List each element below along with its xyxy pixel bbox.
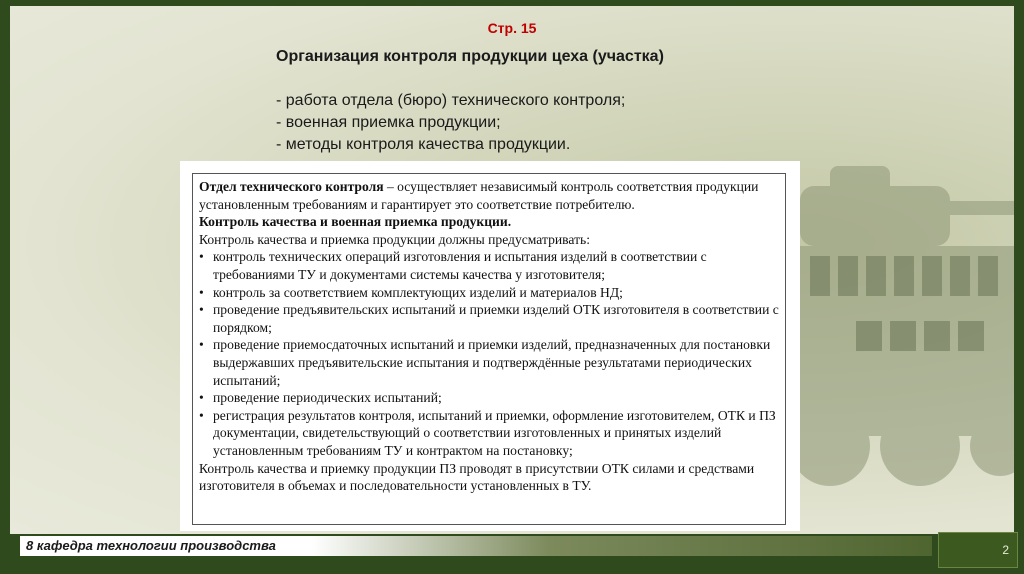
document-lead-term: Отдел технического контроля [199,179,384,194]
document-closing: Контроль качества и приемку продукции ПЗ проводят в присутствии ОТК силами и средствами изготовителя в объемах и последовательности установленных в ТУ. [199,460,755,494]
topic-item: - методы контроля качества продукции. [276,136,571,153]
page-label: Стр. 15 [487,20,537,36]
document-frame [192,173,786,525]
document-item: • проведение периодических испытаний; [199,389,779,407]
document-lead [199,178,779,213]
footer-department: 8 кафедра технологии производства [20,536,932,556]
slide-number: 2 [938,532,1018,568]
document-item: • контроль технических операций изготовления и испытания изделий в соответствии с требованиями ТУ и документами системы качества у изготовителя; [199,248,779,283]
slide [10,6,1014,534]
document-item: • проведение предъявительских испытаний и приемки изделий ОТК изготовителя в соответствии с порядком; [199,301,779,336]
document-intro: Контроль качества и приемка продукции должны предусматривать: [199,231,591,247]
document-scan [180,161,800,531]
document-item-list [199,248,779,459]
document-subheading: Контроль качества и военная приемка продукции. [199,214,512,230]
tank-illustration [770,146,1014,534]
topic-list [276,90,625,156]
slide-title: Организация контроля продукции цеха (участка) [276,48,664,65]
topic-item: - военная приемка продукции; [276,114,501,131]
document-lead-text: – осуществляет независимый контроль соответствия продукции установленным требованиям и гарантирует это соответствие потребителю. [199,179,759,212]
topic-item: - работа отдела (бюро) технического контроля; [276,92,626,109]
document-item: • проведение приемосдаточных испытаний и приемки изделий, предназначенных для постановки выдержавших предъявительские испытания и подтверждённые результатами периодических испытаний; [199,336,779,389]
document-item: • регистрация результатов контроля, испытаний и приемки, оформление изготовителем, ОТК и ПЗ документации, свидетельствующий о соответствии изготовленных и принятых изделий установленным требованиям ТУ и контрактом на постановку; [199,407,779,460]
document-item: • контроль за соответствием комплектующих изделий и материалов НД; [199,284,779,302]
